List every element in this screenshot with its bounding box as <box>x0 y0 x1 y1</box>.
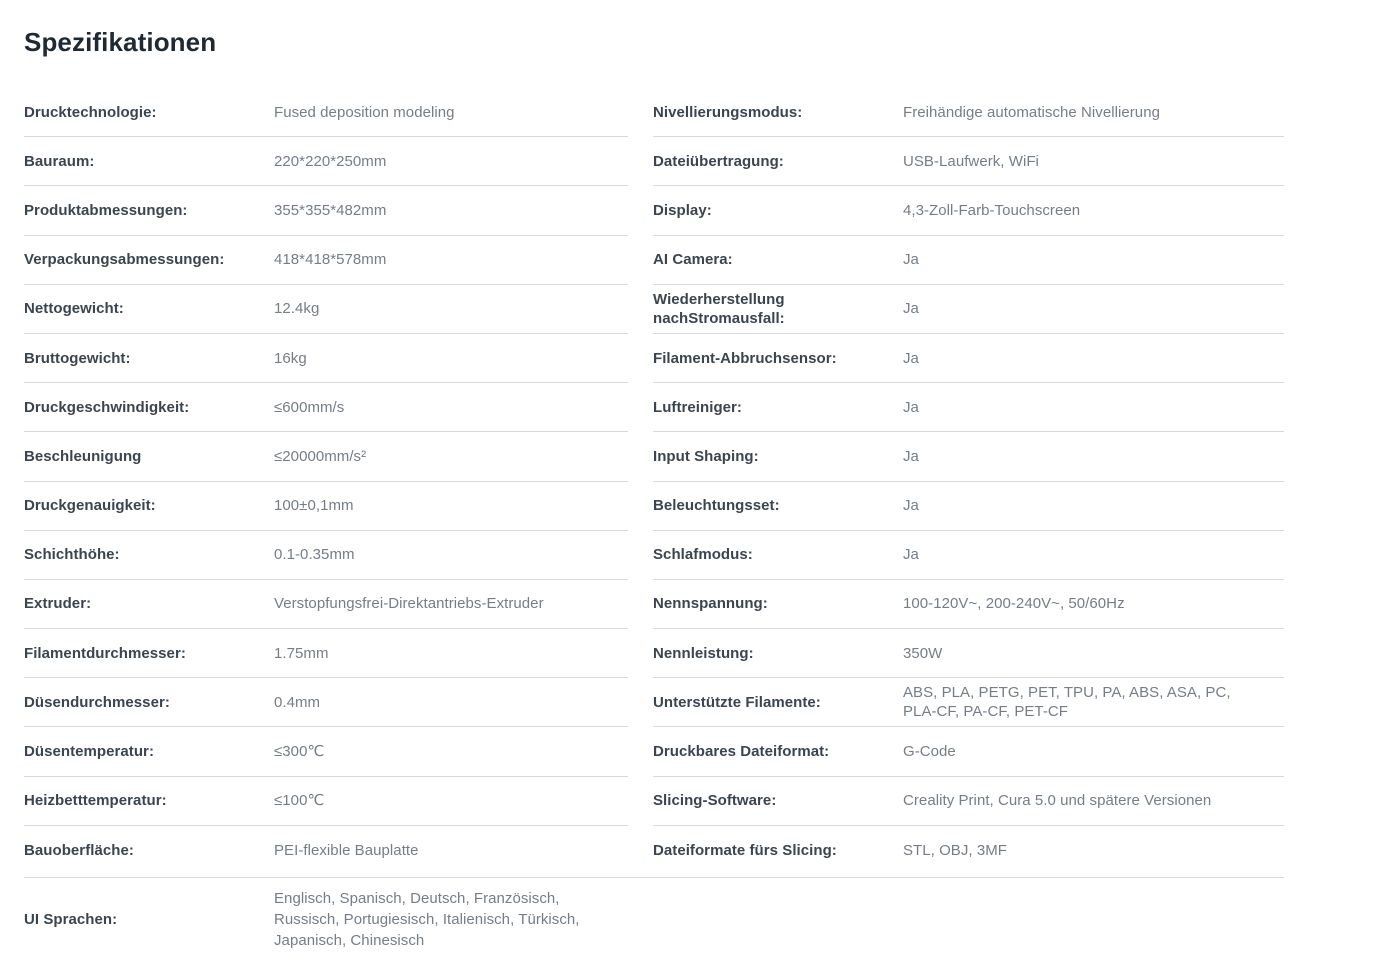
table-row <box>653 137 1284 186</box>
spec-label: UI Sprachen: <box>24 911 118 928</box>
spec-value: 0.4mm <box>274 693 321 711</box>
spec-value: Verstopfungsfrei-Direktantriebs-Extruder <box>274 595 544 613</box>
table-row <box>24 777 628 826</box>
table-row <box>653 383 1284 432</box>
spec-value: Ja <box>903 497 919 515</box>
table-row <box>24 482 628 531</box>
table-row <box>24 531 628 580</box>
spec-label: Nivellierungsmodus: <box>653 103 803 121</box>
spec-label: Beleuchtungsset: <box>653 497 780 515</box>
spec-label: Verpackungsabmessungen: <box>24 251 225 269</box>
specifications-right-column <box>653 88 1284 875</box>
table-row <box>653 629 1284 678</box>
spec-label: Display: <box>653 201 712 219</box>
spec-label: Filament-Abbruchsensor: <box>653 349 837 367</box>
specifications-table <box>0 88 1396 949</box>
spec-value: PEI-flexible Bauplatte <box>274 841 419 859</box>
spec-value-line-2: Russisch, Portugiesisch, Italienisch, Türkisch, <box>274 911 580 928</box>
table-row <box>653 826 1284 875</box>
spec-value: ≤600mm/s <box>274 398 345 416</box>
table-row <box>653 727 1284 776</box>
spec-label: Nettogewicht: <box>24 300 124 318</box>
table-row <box>24 186 628 235</box>
table-row <box>24 334 628 383</box>
spec-label: Filamentdurchmesser: <box>24 644 186 662</box>
spec-label: Nennleistung: <box>653 644 754 662</box>
table-row <box>24 727 628 776</box>
table-row <box>653 580 1284 629</box>
table-row <box>653 482 1284 531</box>
spec-label: Produktabmessungen: <box>24 201 188 219</box>
table-row <box>653 777 1284 826</box>
spec-value-line-1: ABS, PLA, PETG, PET, TPU, PA, ABS, ASA, PC, <box>903 684 1231 702</box>
spec-value: 418*418*578mm <box>274 251 387 269</box>
spec-value: Ja <box>903 546 919 564</box>
specifications-columns <box>0 88 1396 949</box>
spec-label <box>653 290 903 328</box>
spec-label: Unterstützte Filamente: <box>653 693 821 711</box>
spec-label: Druckgenauigkeit: <box>24 497 156 515</box>
spec-value: G-Code <box>903 743 956 761</box>
spec-value: 100-120V~, 200-240V~, 50/60Hz <box>903 595 1125 613</box>
table-row <box>24 580 628 629</box>
spec-label: Dateiformate fürs Slicing: <box>653 841 837 859</box>
spec-label: Luftreiniger: <box>653 398 742 416</box>
spec-value <box>274 888 1284 951</box>
spec-label: Heizbetttemperatur: <box>24 792 167 810</box>
specifications-left-column <box>24 88 628 875</box>
spec-label: Slicing-Software: <box>653 792 777 810</box>
table-row <box>24 137 628 186</box>
spec-label: Schlafmodus: <box>653 546 753 564</box>
spec-value: Fused deposition modeling <box>274 103 455 121</box>
spec-value: Ja <box>903 300 919 318</box>
table-row-ui-languages <box>24 877 1284 955</box>
table-row <box>653 432 1284 481</box>
spec-label: Düsentemperatur: <box>24 743 154 761</box>
spec-label: Dateiübertragung: <box>653 152 784 170</box>
spec-value: 12.4kg <box>274 300 320 318</box>
spec-value: ≤300℃ <box>274 743 325 761</box>
spec-value: Ja <box>903 398 919 416</box>
spec-label: Extruder: <box>24 595 92 613</box>
table-row <box>653 285 1284 334</box>
spec-value-line-1: Englisch, Spanisch, Deutsch, Französisch, <box>274 890 560 907</box>
table-row <box>653 678 1284 727</box>
spec-label: Beschleunigung <box>24 447 142 465</box>
spec-label: Bruttogewicht: <box>24 349 131 367</box>
spec-value: Ja <box>903 349 919 367</box>
spec-value-line-3: Japanisch, Chinesisch <box>274 932 425 949</box>
spec-label: Schichthöhe: <box>24 546 120 564</box>
spec-value <box>903 683 1284 721</box>
spec-value-line-2: PLA-CF, PA-CF, PET-CF <box>903 703 1068 721</box>
table-row <box>24 678 628 727</box>
spec-value: 100±0,1mm <box>274 497 354 515</box>
spec-value: 0.1-0.35mm <box>274 546 355 564</box>
spec-value: ≤20000mm/s² <box>274 447 367 465</box>
page-title: Spezifikationen <box>24 27 217 58</box>
table-row <box>24 629 628 678</box>
table-row <box>24 383 628 432</box>
spec-label-line-1: Wiederherstellung nach <box>653 290 785 327</box>
table-row <box>24 285 628 334</box>
spec-label: Düsendurchmesser: <box>24 693 170 711</box>
spec-value: Ja <box>903 447 919 465</box>
table-row <box>24 236 628 285</box>
spec-value: Freihändige automatische Nivellierung <box>903 103 1160 121</box>
table-row <box>24 826 628 875</box>
spec-value: 220*220*250mm <box>274 152 387 170</box>
table-row <box>24 88 628 137</box>
spec-value: 1.75mm <box>274 644 329 662</box>
spec-value: USB-Laufwerk, WiFi <box>903 152 1039 170</box>
spec-label: Input Shaping: <box>653 447 759 465</box>
spec-value: Ja <box>903 251 919 269</box>
spec-label: Bauraum: <box>24 152 95 170</box>
spec-label: Drucktechnologie: <box>24 103 157 121</box>
table-row <box>24 432 628 481</box>
spec-label: AI Camera: <box>653 251 733 269</box>
spec-label: Bauoberfläche: <box>24 841 134 859</box>
spec-value: 4,3-Zoll-Farb-Touchscreen <box>903 201 1081 219</box>
table-row <box>653 334 1284 383</box>
spec-label: Druckbares Dateiformat: <box>653 743 830 761</box>
spec-value: 355*355*482mm <box>274 201 387 219</box>
spec-label: Druckgeschwindigkeit: <box>24 398 190 416</box>
spec-label-line-2: Stromausfall: <box>688 309 785 327</box>
spec-value: STL, OBJ, 3MF <box>903 841 1008 859</box>
table-row <box>653 236 1284 285</box>
table-row <box>653 531 1284 580</box>
spec-value: 350W <box>903 644 943 662</box>
spec-label: Nennspannung: <box>653 595 768 613</box>
spec-value: 16kg <box>274 349 307 367</box>
table-row <box>653 186 1284 235</box>
spec-value: ≤100℃ <box>274 792 325 810</box>
table-row <box>653 88 1284 137</box>
spec-value: Creality Print, Cura 5.0 und spätere Versionen <box>903 792 1212 810</box>
